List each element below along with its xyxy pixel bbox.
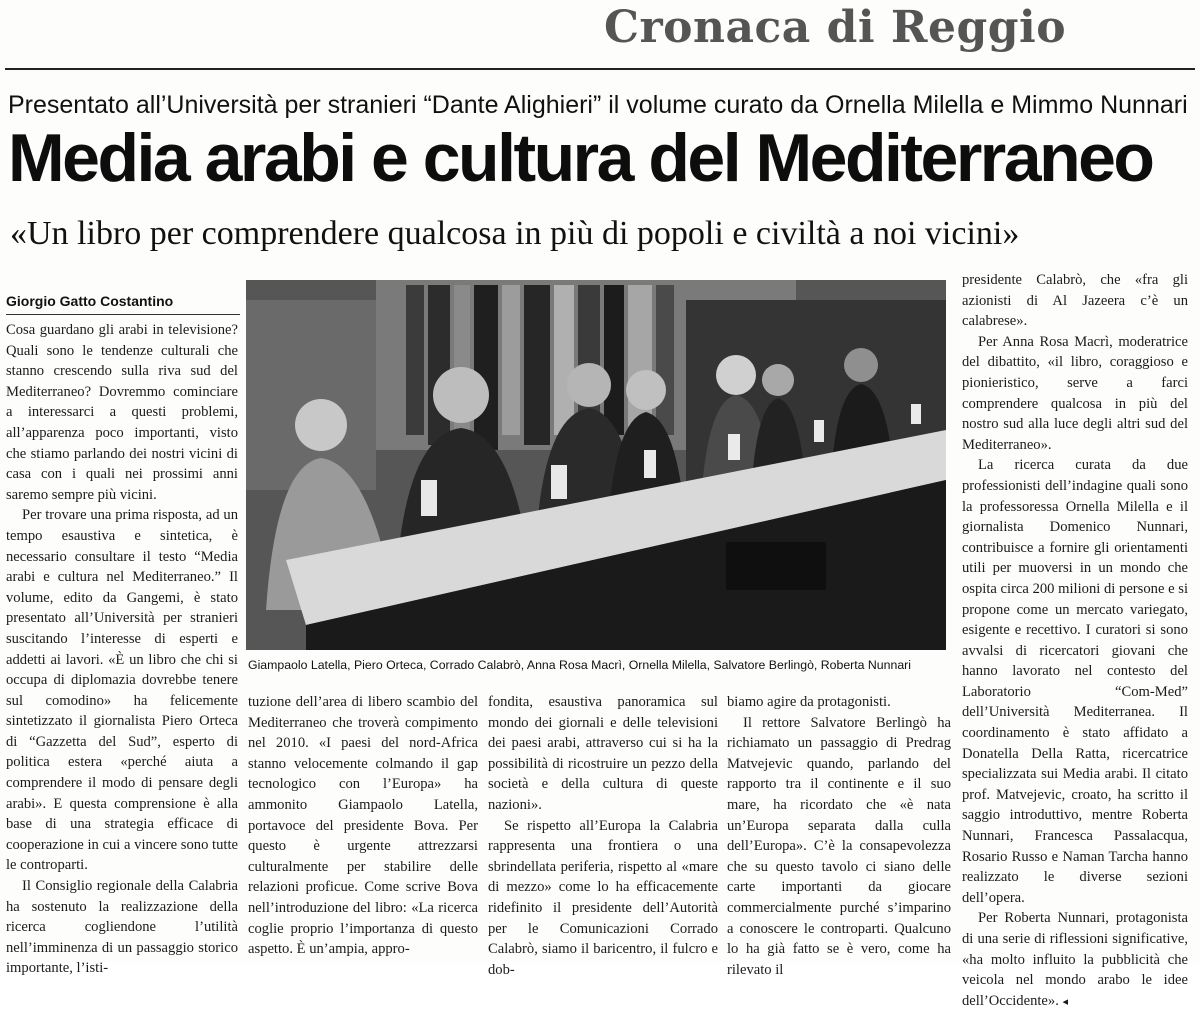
paragraph-text: Per Roberta Nunnari, protagonista di una serie di riflessioni significative, «ha molto influito la pubblicità che veicola nel mondo arabo le idee dell’Occidente».: [962, 910, 1188, 1009]
section-title: Cronaca di Reggio: [603, 2, 1067, 53]
paragraph: Se rispetto all’Europa la Calabria rappresenta una frontiera o una sbrindellata periferia, rispetto al «mare di mezzo» come lo ha efficacemente ridefinito il presidente dell’Autorità per le Comunicazioni Corrado Calabrò, siamo il baricentro, il fulcro e dob-: [488, 817, 718, 978]
paragraph: Per Anna Rosa Macrì, moderatrice del dibattito, «il libro, coraggioso e pionieristico, serve a farci comprendere qualcosa in più del nostro sud alla luce degli altri sud del Mediterraneo».: [962, 333, 1188, 453]
event-photo: [246, 280, 946, 650]
paragraph: La ricerca curata da due professionisti dell’indagine quali sono la professoressa Ornella Milella e il giornalista Domenico Nunnari, contribuisce a fornire gli orientamenti utili per muoversi in un mondo che ospita circa 200 milioni di persone e si propone come un mercato variegato, esigente e recettivo. I curatori si sono avvalsi di ricercatori giovani che hanno lavorato nel contesto del Laboratorio “Com-Med” dell’Università Mediterranea. Il coordinamento è stato affidato a Donatella Della Ratta, ricercatrice specializzata sui Media arabi. Il citato prof. Matvejevic, croato, ha scritto il saggio introduttivo, mentre Roberta Nunnari, Francesca Passalacqua, Rosario Russo e Naman Tarcha hanno realizzato le diverse sezioni dell’opera.: [962, 457, 1188, 906]
paragraph: Il Consiglio regionale della Calabria ha sostenuto la realizzazione della ricerca cogliendone l’utilità nell’imminenza di un passaggio storico importante, l’isti-: [6, 878, 238, 977]
section-rule: [5, 68, 1195, 70]
article-column-5: [962, 270, 1188, 1012]
paragraph: fondita, esaustiva panoramica sul mondo dei giornali e delle televisioni dei paesi arabi, attraverso cui si ha la possibilità di ricostruire un pezzo della società e della cultura di queste nazioni».: [488, 694, 718, 813]
paragraph: presidente Calabrò, che «fra gli azionisti di Al Jazeera c’è un calabrese».: [962, 272, 1188, 330]
paragraph: tuzione dell’area di libero scambio del Mediterraneo che troverà compimento nel 2010. «I paesi del nord-Africa stanno velocemente colmando il gap tecnologico con l’Europa» ha ammonito Giampaolo Latella, portavoce del presidente Bova. Per questo è urgente attrezzarsi culturalmente per stabilire delle relazioni proficue. Come scrive Bova nell’introduzione del libro: «La ricerca coglie proprio l’importanza di questo aspetto. È un’ampia, appro-: [248, 694, 478, 958]
end-of-article-mark: ◂: [1062, 995, 1069, 1008]
article-column-2: [248, 692, 478, 960]
byline-rule: [6, 314, 240, 315]
article-column-3: [488, 692, 718, 980]
byline: Giorgio Gatto Costantino: [6, 293, 174, 309]
kicker: Presentato all’Università per stranieri “Dante Alighieri” il volume curato da Ornella Milella e Mimmo Nunnari: [8, 91, 1188, 119]
photo-caption: Giampaolo Latella, Piero Orteca, Corrado Calabrò, Anna Rosa Macrì, Ornella Milella, Salvatore Berlingò, Roberta Nunnari: [248, 658, 911, 672]
article-column-4: [727, 692, 951, 980]
subheadline: «Un libro per comprendere qualcosa in più di popoli e civiltà a noi vicini»: [10, 215, 1020, 252]
paragraph: Cosa guardano gli arabi in televisione? Quali sono le tendenze culturali che stanno crescendo sulla riva sud del Mediterraneo? Dovremmo cominciare a interessarci a questi problemi, all’apparenza poco importanti, visto che stiamo parlando dei nostri vicini di casa con i quali nei prossimi anni saremo sempre più vicini.: [6, 322, 238, 503]
paragraph: [962, 908, 1188, 1012]
paragraph: Per trovare una prima risposta, ad un tempo esaustiva e sintetica, è necessario consultare il testo “Media arabi e cultura nel Mediterraneo.” Il volume, edito da Gangemi, è stato presentato all’Università per stranieri suscitando l’interesse di esperti e addetti ai lavori. «È un libro che chi si occupa di diplomazia dovrebbe tenere sul comodino» ha felicemente sintetizzato il giornalista Piero Orteca di “Gazzetta del Sud”, esperto di politica estera «perché aiuta a comprendere il modo di pensare degli arabi». E questa comprensione è alla base di una strategia efficace di cooperazione in cui a vincere sono tutte le controparti.: [6, 507, 238, 874]
paragraph: Il rettore Salvatore Berlingò ha richiamato un passaggio di Predrag Matvejevic quando, parlando del rapporto tra il continente e il suo mare, ha ricordato che «è nata un’Europa separata dalla culla dell’Europa». C’è la consapevolezza che su questo tavolo ci siano delle carte importanti da giocare commercialmente purché s’imparino a conoscere le controparti. Qualcuno lo ha già fatto se è vero, come ha rilevato il: [727, 714, 951, 978]
paragraph: biamo agire da protagonisti.: [727, 694, 891, 710]
panel-photo-illustration: [246, 280, 946, 650]
headline: Media arabi e cultura del Mediterraneo: [8, 120, 1153, 196]
article-column-1: [6, 320, 238, 979]
